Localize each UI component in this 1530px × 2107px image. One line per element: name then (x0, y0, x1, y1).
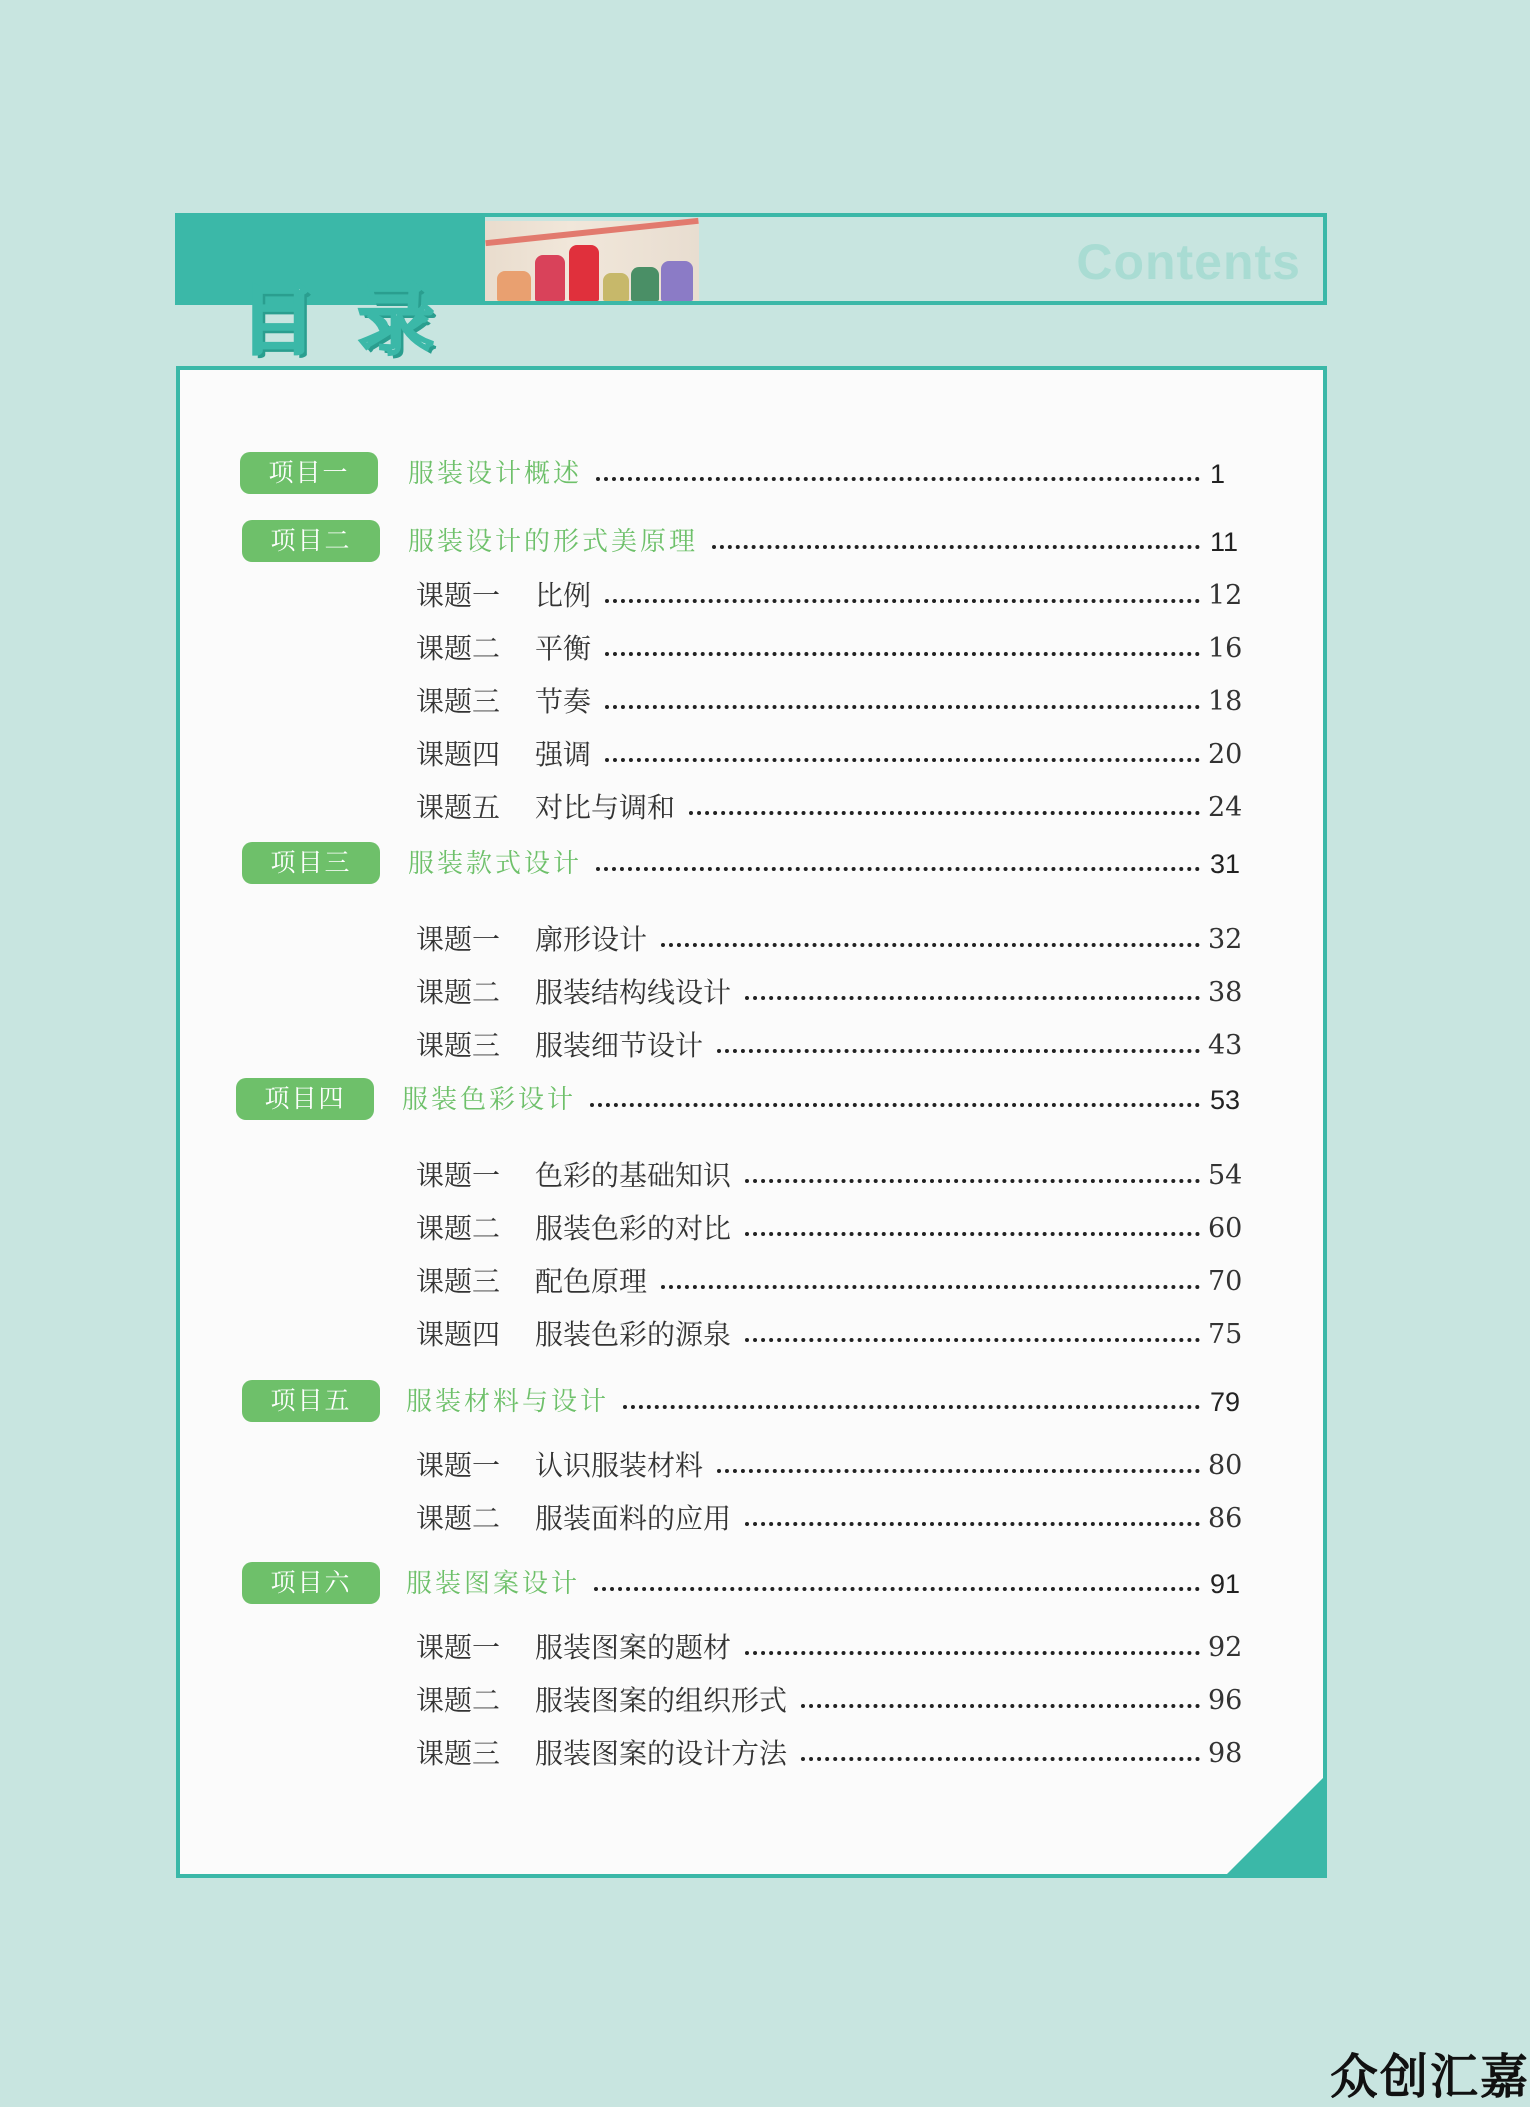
lesson-title: 廓形设计 (535, 923, 648, 956)
lesson-number: 课题四 (416, 738, 501, 771)
page-number: 53 (1210, 1085, 1241, 1115)
lesson-number: 课题三 (416, 1737, 501, 1770)
dot-leader (594, 1587, 1200, 1591)
project-badge: 项目五 (242, 1380, 380, 1422)
page-number: 38 (1208, 977, 1243, 1008)
dot-leader (596, 867, 1200, 871)
toc-lesson-row[interactable] (180, 572, 1323, 616)
lesson-title: 服装色彩的对比 (535, 1212, 732, 1245)
lesson-number: 课题二 (416, 1212, 501, 1245)
dot-leader (801, 1704, 1200, 1708)
project-title: 服装款式设计 (408, 849, 583, 879)
lesson-title: 平衡 (535, 632, 592, 665)
project-badge: 项目一 (240, 452, 378, 494)
lesson-title: 节奏 (535, 685, 592, 718)
lesson-title: 比例 (535, 579, 592, 612)
toc-lesson-row[interactable] (180, 1624, 1323, 1668)
table-of-contents (180, 370, 1323, 1874)
dot-leader (801, 1757, 1200, 1761)
toc-lesson-row[interactable] (180, 731, 1323, 775)
page-number: 1 (1210, 459, 1226, 489)
project-title: 服装色彩设计 (402, 1085, 577, 1115)
dot-leader (689, 811, 1200, 815)
page-number: 96 (1208, 1685, 1243, 1716)
toc-lesson-row[interactable] (180, 1152, 1323, 1196)
page-number: 75 (1208, 1319, 1243, 1350)
thread-spools-image (485, 221, 699, 301)
page-number: 92 (1208, 1632, 1243, 1663)
contents-english-title: Contents (1076, 234, 1301, 290)
page-number: 32 (1208, 924, 1243, 955)
lesson-number: 课题二 (416, 1684, 501, 1717)
lesson-number: 课题一 (416, 1449, 501, 1482)
page-number: 11 (1210, 527, 1239, 557)
toc-lesson-row[interactable] (180, 1730, 1323, 1774)
dot-leader (661, 1285, 1200, 1289)
project-badge: 项目三 (242, 842, 380, 884)
dot-leader (590, 1103, 1200, 1107)
lesson-number: 课题五 (416, 791, 501, 824)
page-number: 20 (1208, 739, 1243, 770)
page-number: 79 (1210, 1387, 1241, 1417)
dot-leader (745, 1179, 1200, 1183)
page-title: 目录 (240, 276, 476, 365)
lesson-title: 认识服装材料 (535, 1449, 704, 1482)
page-number: 91 (1210, 1569, 1241, 1599)
lesson-title: 服装图案的设计方法 (535, 1737, 788, 1770)
dot-leader (605, 652, 1200, 656)
lesson-number: 课题二 (416, 1502, 501, 1535)
toc-project-row[interactable] (180, 840, 1323, 884)
toc-lesson-row[interactable] (180, 1205, 1323, 1249)
project-title: 服装设计的形式美原理 (408, 527, 699, 557)
project-badge: 项目六 (242, 1562, 380, 1604)
lesson-title: 对比与调和 (535, 791, 676, 824)
lesson-number: 课题一 (416, 1159, 501, 1192)
lesson-number: 课题一 (416, 1631, 501, 1664)
dot-leader (623, 1405, 1200, 1409)
toc-project-row[interactable] (180, 1378, 1323, 1422)
page-number: 54 (1208, 1160, 1243, 1191)
page-number: 43 (1208, 1030, 1243, 1061)
toc-project-row[interactable] (180, 1076, 1323, 1120)
lesson-title: 色彩的基础知识 (535, 1159, 732, 1192)
page-number: 31 (1210, 849, 1241, 879)
project-badge: 项目四 (236, 1078, 374, 1120)
lesson-number: 课题四 (416, 1318, 501, 1351)
lesson-number: 课题一 (416, 579, 501, 612)
toc-lesson-row[interactable] (180, 1311, 1323, 1355)
toc-lesson-row[interactable] (180, 1677, 1323, 1721)
page-number: 98 (1208, 1738, 1243, 1769)
page-number: 60 (1208, 1213, 1243, 1244)
dot-leader (712, 545, 1200, 549)
toc-lesson-row[interactable] (180, 1495, 1323, 1539)
lesson-number: 课题二 (416, 976, 501, 1009)
dot-leader (717, 1469, 1200, 1473)
project-title: 服装图案设计 (406, 1569, 581, 1599)
toc-lesson-row[interactable] (180, 678, 1323, 722)
lesson-title: 服装图案的题材 (535, 1631, 732, 1664)
toc-lesson-row[interactable] (180, 1258, 1323, 1302)
dot-leader (661, 943, 1200, 947)
toc-card (176, 366, 1327, 1878)
lesson-number: 课题三 (416, 1265, 501, 1298)
toc-lesson-row[interactable] (180, 784, 1323, 828)
page-number: 80 (1208, 1450, 1243, 1481)
lesson-number: 课题一 (416, 923, 501, 956)
dot-leader (745, 1338, 1200, 1342)
project-title: 服装设计概述 (408, 459, 583, 489)
page-number: 18 (1208, 686, 1243, 717)
lesson-title: 服装细节设计 (535, 1029, 704, 1062)
lesson-title: 强调 (535, 738, 592, 771)
toc-lesson-row[interactable] (180, 1022, 1323, 1066)
dot-leader (717, 1049, 1200, 1053)
lesson-title: 服装面料的应用 (535, 1502, 732, 1535)
toc-project-row[interactable] (180, 518, 1323, 562)
corner-decoration (1223, 1774, 1327, 1878)
page-number: 12 (1208, 580, 1243, 611)
dot-leader (605, 705, 1200, 709)
project-badge: 项目二 (242, 520, 380, 562)
dot-leader (605, 599, 1200, 603)
toc-lesson-row[interactable] (180, 969, 1323, 1013)
dot-leader (745, 1232, 1200, 1236)
lesson-number: 课题三 (416, 1029, 501, 1062)
toc-lesson-row[interactable] (180, 916, 1323, 960)
dot-leader (745, 1522, 1200, 1526)
dot-leader (596, 477, 1200, 481)
page-number: 86 (1208, 1503, 1243, 1534)
page-number: 16 (1208, 633, 1243, 664)
page-number: 24 (1208, 792, 1243, 823)
dot-leader (745, 996, 1200, 1000)
toc-project-row[interactable] (180, 1560, 1323, 1604)
watermark-text: 众创汇嘉 (1330, 2049, 1530, 2105)
lesson-title: 服装结构线设计 (535, 976, 732, 1009)
project-title: 服装材料与设计 (406, 1387, 610, 1417)
lesson-title: 服装色彩的源泉 (535, 1318, 732, 1351)
toc-project-row[interactable] (180, 450, 1323, 494)
toc-lesson-row[interactable] (180, 625, 1323, 669)
dot-leader (745, 1651, 1200, 1655)
page-number: 70 (1208, 1266, 1243, 1297)
lesson-number: 课题二 (416, 632, 501, 665)
lesson-title: 服装图案的组织形式 (535, 1684, 788, 1717)
dot-leader (605, 758, 1200, 762)
lesson-title: 配色原理 (535, 1265, 648, 1298)
lesson-number: 课题三 (416, 685, 501, 718)
toc-lesson-row[interactable] (180, 1442, 1323, 1486)
